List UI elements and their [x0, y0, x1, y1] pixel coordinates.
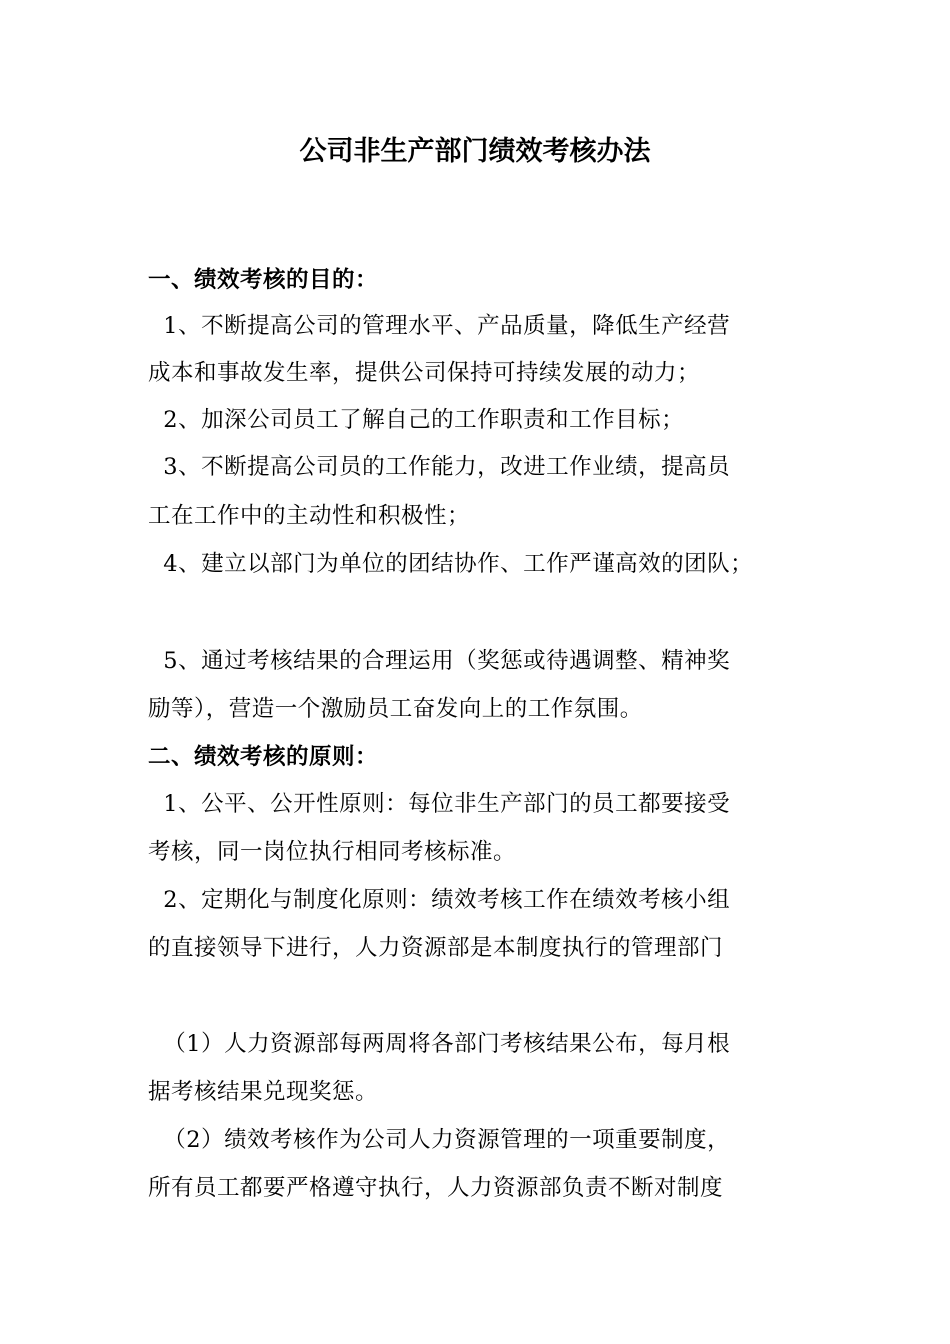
paragraph-line: （2）绩效考核作为公司人力资源管理的一项重要制度， [148, 1127, 731, 1153]
paragraph-line: 3、不断提高公司员的工作能力，改进工作业绩，提高员 [148, 454, 731, 480]
paragraph-line: 据考核结果兑现奖惩。 [148, 1079, 379, 1105]
paragraph-line: 成本和事故发生率，提供公司保持可持续发展的动力； [148, 360, 701, 386]
paragraph-line: 2、定期化与制度化原则：绩效考核工作在绩效考核小组 [148, 887, 731, 913]
paragraph-line: 励等），营造一个激励员工奋发向上的工作氛围。 [148, 696, 643, 722]
paragraph-line: 1、公平、公开性原则：每位非生产部门的员工都要接受 [148, 791, 731, 817]
paragraph-line: 考核，同一岗位执行相同考核标准。 [148, 839, 517, 865]
paragraph-line: 1、不断提高公司的管理水平、产品质量，降低生产经营 [148, 313, 731, 339]
paragraph-line: 所有员工都要严格遵守执行，人力资源部负责不断对制度 [148, 1175, 724, 1201]
paragraph-line: 工在工作中的主动性和积极性； [148, 503, 471, 529]
section-heading-purpose: 一、绩效考核的目的： [148, 267, 379, 293]
paragraph-line: 的直接领导下进行，人力资源部是本制度执行的管理部门 [148, 935, 724, 961]
document-title: 公司非生产部门绩效考核办法 [299, 136, 651, 167]
paragraph-line: 5、通过考核结果的合理运用（奖惩或待遇调整、精神奖 [148, 648, 731, 674]
section-heading-principles: 二、绩效考核的原则： [148, 744, 379, 770]
paragraph-line: 2、加深公司员工了解自己的工作职责和工作目标； [148, 407, 685, 433]
paragraph-line: 4、建立以部门为单位的团结协作、工作严谨高效的团队； [148, 551, 754, 577]
paragraph-line: （1）人力资源部每两周将各部门考核结果公布，每月根 [148, 1031, 731, 1057]
